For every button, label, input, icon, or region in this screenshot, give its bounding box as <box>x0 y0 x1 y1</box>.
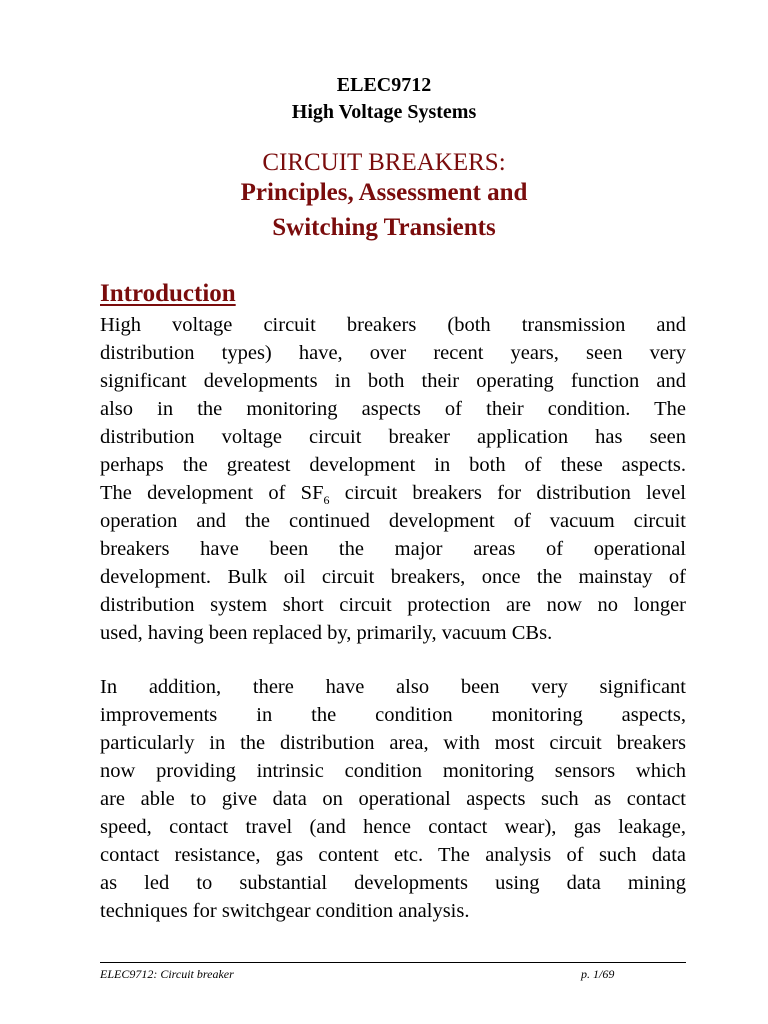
footer-page-number: p. 1/69 <box>581 967 615 981</box>
paragraph-line: used, having been replaced by, primarily, vacuum CBs. <box>100 622 553 644</box>
intro-paragraph-1 <box>100 311 686 647</box>
paragraph-line: now providing intrinsic condition monitoring sensors which <box>100 760 686 782</box>
paragraph-line: distribution voltage circuit breaker application has seen <box>100 426 686 448</box>
sf6-text-after: circuit breakers for distribution level <box>329 482 686 504</box>
paragraph-line: contact resistance, gas content etc. The analysis of such data <box>100 844 686 866</box>
document-title: CIRCUIT BREAKERS: <box>262 149 506 176</box>
footer-divider <box>100 962 686 963</box>
paragraph-line: improvements in the condition monitoring aspects, <box>100 704 686 726</box>
intro-paragraph-2 <box>100 673 686 925</box>
paragraph-line-sf6 <box>100 479 686 507</box>
paragraph-line: distribution system short circuit protection are now no longer <box>100 594 686 616</box>
paragraph-line: significant developments in both their operating function and <box>100 370 686 392</box>
section-heading-introduction: Introduction <box>100 280 236 307</box>
paragraph-line: breakers have been the major areas of operational <box>100 538 686 560</box>
paragraph-line: also in the monitoring aspects of their condition. The <box>100 398 686 420</box>
paragraph-line: development. Bulk oil circuit breakers, once the mainstay of <box>100 566 686 588</box>
paragraph-line: High voltage circuit breakers (both transmission and <box>100 314 686 336</box>
paragraph-line: techniques for switchgear condition analysis. <box>100 900 470 922</box>
paragraph-line: distribution types) have, over recent years, seen very <box>100 342 686 364</box>
paragraph-line: are able to give data on operational aspects such as contact <box>100 788 686 810</box>
paragraph-line: as led to substantial developments using data mining <box>100 872 686 894</box>
paragraph-line: In addition, there have also been very significant <box>100 676 686 698</box>
course-code: ELEC9712 <box>336 74 432 96</box>
document-subtitle-line-2: Switching Transients <box>272 214 496 241</box>
document-subtitle-line-1: Principles, Assessment and <box>240 179 528 206</box>
sf6-subscript: 6 <box>323 493 330 508</box>
paragraph-line: speed, contact travel (and hence contact wear), gas leakage, <box>100 816 686 838</box>
sf6-text-before: The development of SF <box>100 482 324 504</box>
footer-course-label: ELEC9712: Circuit breaker <box>100 967 234 981</box>
paragraph-line: operation and the continued development of vacuum circuit <box>100 510 686 532</box>
paragraph-line: perhaps the greatest development in both of these aspects. <box>100 454 686 476</box>
paragraph-line: particularly in the distribution area, with most circuit breakers <box>100 732 686 754</box>
course-name: High Voltage Systems <box>291 101 477 123</box>
